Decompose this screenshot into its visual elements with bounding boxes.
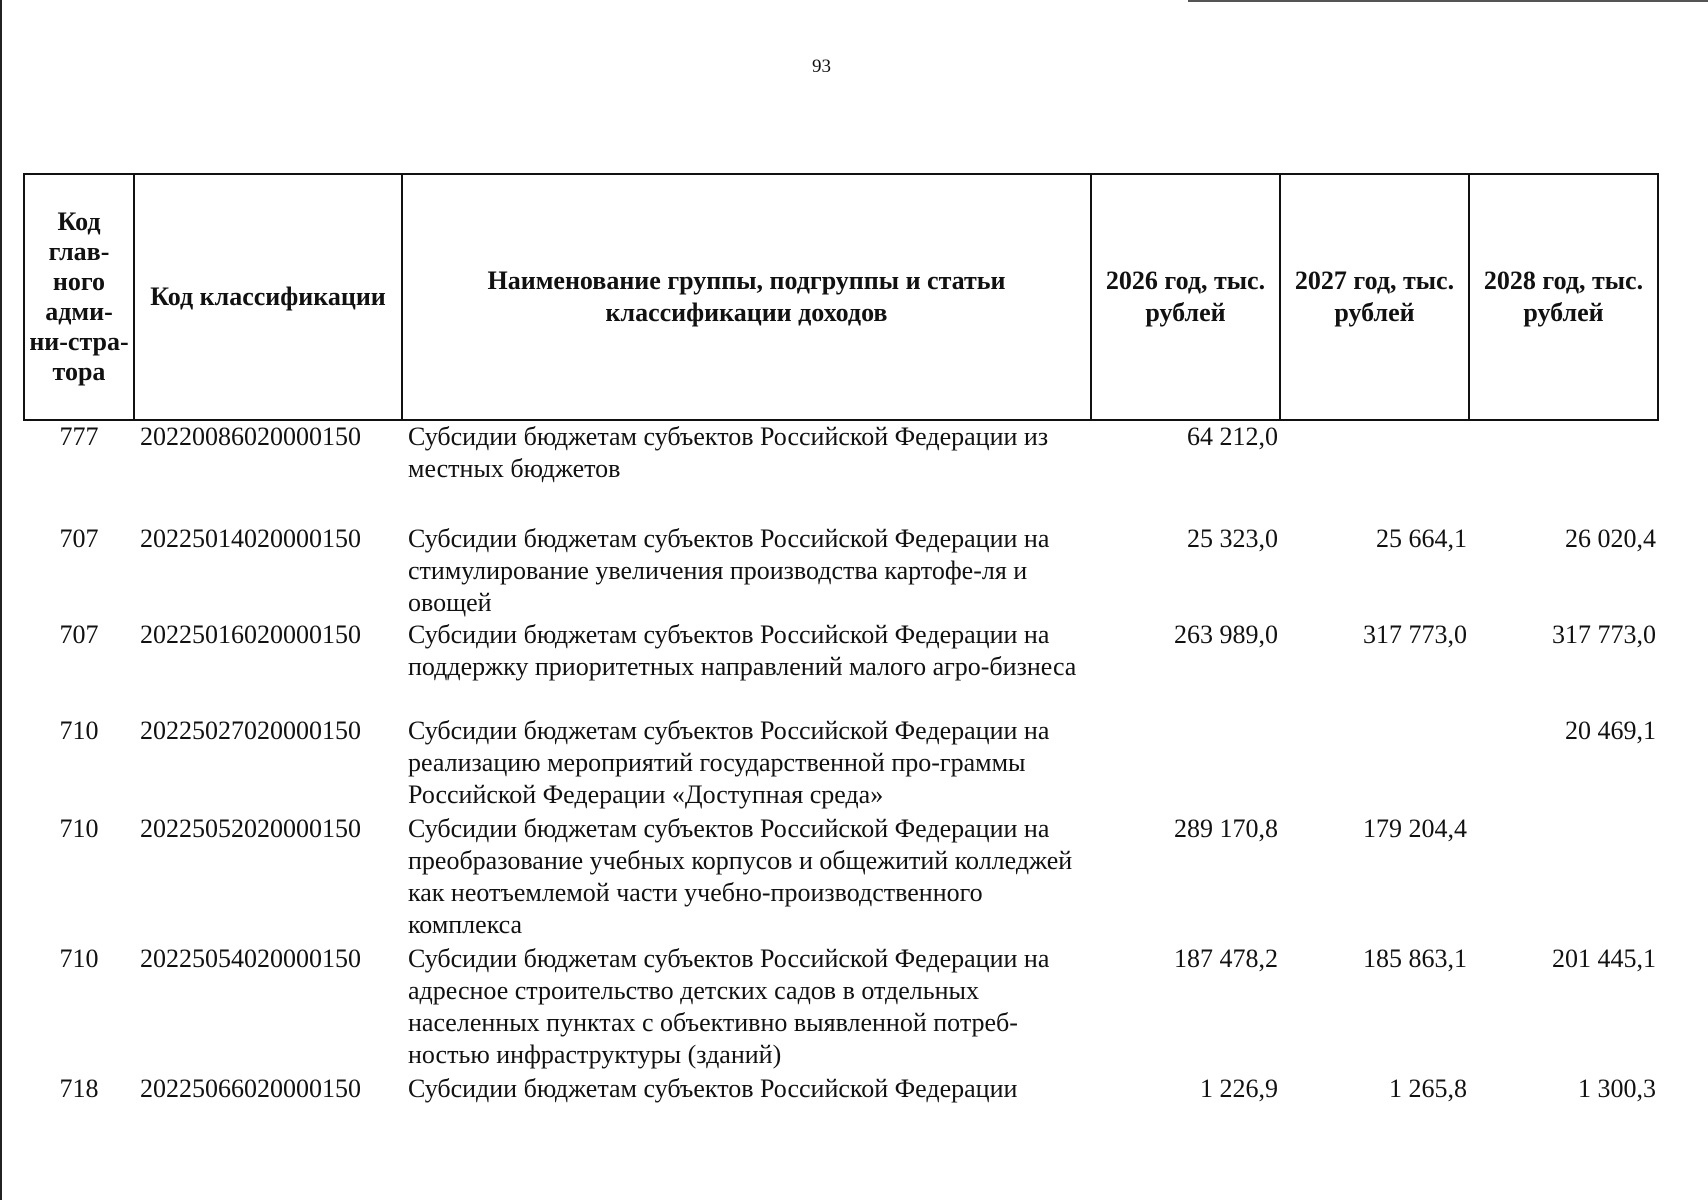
cell-admin: 707 (59, 524, 99, 553)
page-number: 93 (812, 56, 831, 77)
cell-admin: 777 (59, 422, 99, 451)
cell-2027 (1280, 715, 1469, 813)
cell-2028: 201 445,1 (1552, 944, 1656, 973)
cell-2028 (1469, 420, 1658, 523)
cell-code: 20220086020000150 (140, 422, 361, 451)
cell-2026: 64 212,0 (1187, 422, 1278, 451)
header-classification-code: Код классификации (134, 174, 402, 420)
cell-name: Субсидии бюджетам субъектов Российской Федерации (408, 1074, 1018, 1103)
cell-2026: 187 478,2 (1174, 944, 1278, 973)
cell-2028: 26 020,4 (1565, 524, 1656, 553)
header-year-2027: 2027 год, тыс. рублей (1280, 174, 1469, 420)
header-name: Наименование группы, подгруппы и статьи классификации доходов (402, 174, 1091, 420)
cell-code: 20225014020000150 (140, 524, 361, 553)
cell-2027: 179 204,4 (1363, 814, 1467, 843)
revenue-table (23, 173, 1659, 1113)
cell-2026: 289 170,8 (1174, 814, 1278, 843)
table-body (24, 420, 1658, 1113)
cell-code: 20225027020000150 (140, 716, 361, 745)
cell-code: 20225054020000150 (140, 944, 361, 973)
table-row (24, 619, 1658, 715)
cell-2027: 25 664,1 (1376, 524, 1467, 553)
cell-2026 (1091, 715, 1280, 813)
table-row (24, 1073, 1658, 1113)
scan-edge-top (1188, 0, 1708, 2)
cell-2026: 1 226,9 (1200, 1074, 1278, 1103)
table-row (24, 420, 1658, 523)
cell-2027: 317 773,0 (1363, 620, 1467, 649)
table-row (24, 523, 1658, 619)
cell-2028: 1 300,3 (1578, 1074, 1656, 1103)
header-year-2028: 2028 год, тыс. рублей (1469, 174, 1658, 420)
cell-admin: 707 (59, 620, 99, 649)
cell-name: Субсидии бюджетам субъектов Российской Федерации из местных бюджетов (408, 422, 1049, 483)
cell-2026: 25 323,0 (1187, 524, 1278, 553)
cell-2028: 20 469,1 (1565, 716, 1656, 745)
table-header (24, 174, 1658, 420)
cell-code: 20225052020000150 (140, 814, 361, 843)
cell-name: Субсидии бюджетам субъектов Российской Федерации на поддержку приоритетных направлений малого агро-бизнеса (408, 620, 1077, 681)
cell-2027: 185 863,1 (1363, 944, 1467, 973)
cell-admin: 710 (59, 814, 99, 843)
cell-2028: 317 773,0 (1552, 620, 1656, 649)
cell-2028 (1469, 813, 1658, 943)
cell-admin: 710 (59, 944, 99, 973)
cell-code: 20225016020000150 (140, 620, 361, 649)
table-row (24, 813, 1658, 943)
cell-admin: 710 (59, 716, 99, 745)
cell-2027 (1280, 420, 1469, 523)
scan-edge-left (0, 0, 2, 1200)
cell-name: Субсидии бюджетам субъектов Российской Федерации на преобразование учебных корпусов и общежитий колледжей как неотъемлемой части учебно-производственного комплекса (408, 814, 1073, 939)
cell-2026: 263 989,0 (1174, 620, 1278, 649)
cell-name: Субсидии бюджетам субъектов Российской Федерации на адресное строительство детских садов в отдельных населенных пунктах с объективно выявленной потреб-ностью инфраструктуры (зданий) (408, 944, 1050, 1069)
cell-2027: 1 265,8 (1389, 1074, 1467, 1103)
cell-name: Субсидии бюджетам субъектов Российской Федерации на реализацию мероприятий государственной про-граммы Российской Федерации «Доступная среда» (408, 716, 1050, 809)
table-row (24, 943, 1658, 1073)
header-admin-code: Код глав-ного адми-ни-стра-тора (24, 174, 134, 420)
cell-admin: 718 (59, 1074, 99, 1103)
table-row (24, 715, 1658, 813)
cell-name: Субсидии бюджетам субъектов Российской Федерации на стимулирование увеличения производства картофе-ля и овощей (408, 524, 1050, 617)
header-year-2026: 2026 год, тыс. рублей (1091, 174, 1280, 420)
cell-code: 20225066020000150 (140, 1074, 361, 1103)
